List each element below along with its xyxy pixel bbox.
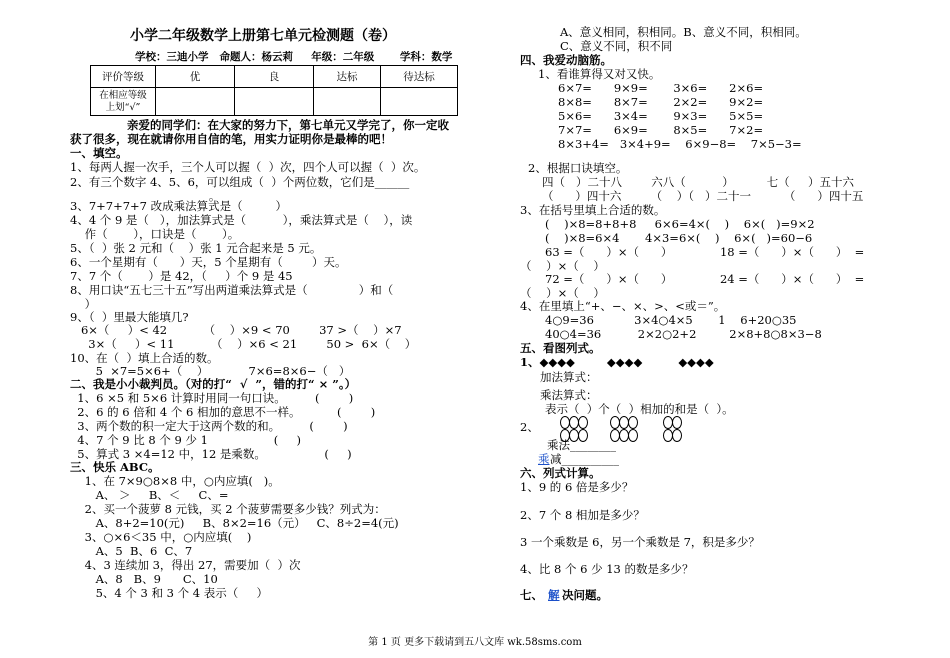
grade-cell-good[interactable]	[235, 88, 314, 116]
left-line: 获了很多，现在就请你用自信的笔，用实力证明你是最棒的吧！	[70, 132, 392, 146]
left-line: 5、4 个 3 和 3 个 4 表示（ ）	[70, 586, 269, 600]
left-line: 7、7 个（ ）是 42，（ ）个 9 是 45	[70, 269, 293, 283]
right-line: 四（ ）二十八 六八（ ） 七（ ）五十六	[542, 175, 854, 189]
right-line: 七、	[520, 588, 543, 602]
right-line: 四、我爱动脑筋。	[520, 53, 612, 67]
right-line: 2、7 个 8 相加是多少？	[520, 508, 645, 522]
left-line: 10、在（ ）填上合适的数。	[70, 351, 219, 365]
grade-header-needs-work: 待达标	[381, 66, 458, 88]
grade-row-label-1: 在相应等级	[99, 89, 147, 101]
right-line: 72 =（ ）×（ ） 24 =（ ）×（ ） =	[545, 272, 865, 286]
right-line: 4、比 8 个 6 少 13 的数是多少？	[520, 562, 694, 576]
page-footer: 第 1 页 更多下载请到五八文库 wk.58sms.com	[368, 637, 582, 648]
left-line: 1、每两人握一次手，三个人可以握（ ）次，四个人可以握（ ）次。	[70, 160, 426, 174]
right-line: 1、看谁算得又对又快。	[538, 67, 661, 81]
right-line: 5×6= 3×4= 9×3= 5×5=	[558, 109, 764, 123]
right-line: 8×8= 8×7= 2×2= 9×2=	[558, 95, 764, 109]
left-line: 9、（ ）里最大能填几?	[70, 310, 189, 324]
left-line: 作（ ），口诀是（ ）。	[70, 227, 240, 241]
right-line: ( )×8=8+8+8 6×6=4×( ) 6×( )=9×2	[545, 217, 815, 231]
left-line: 3×（ ）< 11 （ ）×6 < 21 50 > 6×（ ）	[70, 337, 417, 351]
right-line: （ ）四十六 （ ）（ ）二十一 （ ）四十五	[542, 189, 864, 203]
right-line: 2、	[520, 420, 539, 434]
left-line: 小学二年级数学上册第七单元检测题（卷）	[130, 28, 396, 44]
right-line: 3、在括号里填上合适的数。	[520, 203, 666, 217]
left-line: A、8 B、9 C、10	[70, 572, 218, 586]
left-line: 2、买一个菠萝 8 元钱，买 2 个菠萝需要多少钱？列式为：	[70, 502, 386, 516]
right-line: 乘法算式：	[540, 388, 598, 402]
left-line: 5、算式 3 ×4=12 中，12 是乘数。 ( )	[70, 447, 352, 461]
left-line: 6、一个星期有（ ）天，5 个星期有（ ）天。	[70, 255, 347, 269]
left-line: ）	[70, 297, 97, 311]
left-line: 8、用口诀“五七三十五”写出两道乘法算式是（ ）和（	[70, 283, 394, 297]
right-line: 乘	[538, 452, 550, 466]
right-line: 解	[548, 588, 560, 602]
right-line: A、意义相同，积相同。B、意义不同，积相同。	[560, 25, 807, 39]
left-line: 2、6 的 6 倍和 4 个 6 相加的意思不一样。 ( )	[70, 405, 376, 419]
grade-header-pass: 达标	[314, 66, 381, 88]
oval-icon	[672, 429, 682, 442]
right-line: （ ）×（ ）	[520, 286, 605, 300]
right-line: 7×7= 6×9= 8×5= 7×2=	[558, 123, 764, 137]
oval-icon	[628, 429, 638, 442]
right-line: 1、◆◆◆◆ ◆◆◆◆ ◆◆◆◆	[520, 355, 714, 369]
left-line: 学校：三迪小学 命题人：杨云莉 年级：二年级 学科：数学	[135, 51, 453, 63]
right-line: 8×3+4= 3×4+9= 6×9−8= 7×5−3=	[558, 137, 802, 151]
left-line: 一、填空。	[70, 146, 128, 160]
oval-icon	[578, 416, 588, 429]
left-line: 5、（ ）张 2 元和（ ）张 1 元合起来是 5 元。	[70, 241, 322, 255]
left-line: 4、3 连续加 3，得出 27，需要加（ ）次	[70, 558, 301, 572]
right-line: 63 =（ ）×（ ） 18 =（ ）×（ ） =	[545, 245, 865, 259]
right-line: 表示（ ）个（ ）相加的和是（ ）。	[545, 402, 734, 416]
grade-cell-pass[interactable]	[314, 88, 381, 116]
left-line: 1、6 ×5 和 5×6 计算时用同一句口诀。 ( )	[70, 391, 354, 405]
left-line: 1、在 7×9○8×8 中，○内应填( )。	[70, 474, 280, 488]
left-line: 5 ×7=5×6+（ ） 7×6=8×6−（ ）	[70, 364, 351, 378]
left-line: 3、7+7+7+7 改成乘法算式是（ ）	[70, 199, 288, 213]
right-line: 减__________	[550, 452, 619, 466]
right-line: 1、9 的 6 倍是多少？	[520, 480, 634, 494]
left-line: 亲爱的同学们：在大家的努力下，第七单元又学完了，你一定收	[95, 118, 450, 132]
grade-cell-excellent[interactable]	[156, 88, 235, 116]
right-line: 6×7= 9×9= 3×6= 2×6=	[558, 81, 764, 95]
right-line: 五、看图列式。	[520, 341, 601, 355]
grade-table	[90, 65, 458, 116]
right-line: 40○4=36 2×2○2+2 2×8+8○8×3−8	[545, 327, 822, 341]
left-line: 二、我是小小裁判员。（对的打“ √ ”，错的打“ × ”。）	[70, 377, 357, 391]
right-line: 3 一个乘数是 6，另一个乘数是 7，积是多少？	[520, 535, 760, 549]
right-line: 4○9=36 3×4○4×5 1 6+20○35	[545, 313, 797, 327]
left-line: A、8+2=10(元) B、8×2=16（元） C、8÷2=4(元)	[70, 516, 399, 530]
grade-row-label-2: 上划“√”	[105, 101, 141, 113]
left-line: 6×（ ）< 42 （ ）×9 < 70 37 >（ ）×7	[70, 323, 402, 337]
left-line: 4、4 个 9 是（ ），加法算式是（ ），乘法算式是（ ），读	[70, 213, 413, 227]
right-line: C、意义不同，积不同	[560, 39, 673, 53]
left-line: 三、快乐 ABC。	[70, 460, 160, 474]
right-line: 2、根据口诀填空。	[528, 161, 628, 175]
right-line: 六、列式计算。	[520, 466, 601, 480]
right-line: 4、在里填上“+、−、×、>、<或＝”。	[520, 299, 726, 313]
left-line: 2、有三个数字 4、5、6，可以组成（ ）个两位数，它们是______	[70, 175, 410, 189]
left-line: A、 ＞ B、＜ C、=	[70, 488, 229, 502]
right-line: 加法算式：	[540, 370, 598, 384]
grade-cell-needs-work[interactable]	[381, 88, 458, 116]
right-line: 决问题。	[562, 588, 608, 602]
grade-header-level: 评价等级	[91, 66, 156, 88]
right-line: ( )×8=6×4 4×3=6×( ) 6×( )=60−6	[545, 231, 813, 245]
right-line: （ ）×（ ）	[520, 259, 605, 273]
left-line: 3、○×6＜35 中，○内应填( )	[70, 530, 252, 544]
left-line: 。	[70, 189, 221, 203]
grade-header-excellent: 优	[156, 66, 235, 88]
oval-icon	[672, 416, 682, 429]
oval-icon	[628, 416, 638, 429]
grade-row-label	[91, 88, 156, 116]
left-line: A、5 B、6 C、7	[70, 544, 193, 558]
left-line: 4、7 个 9 比 8 个 9 少 1 ( )	[70, 433, 302, 447]
left-line: 3、两个数的积一定大于这两个数的和。 ( )	[70, 419, 348, 433]
right-line: 乘法________	[547, 438, 616, 452]
grade-header-good: 良	[235, 66, 314, 88]
